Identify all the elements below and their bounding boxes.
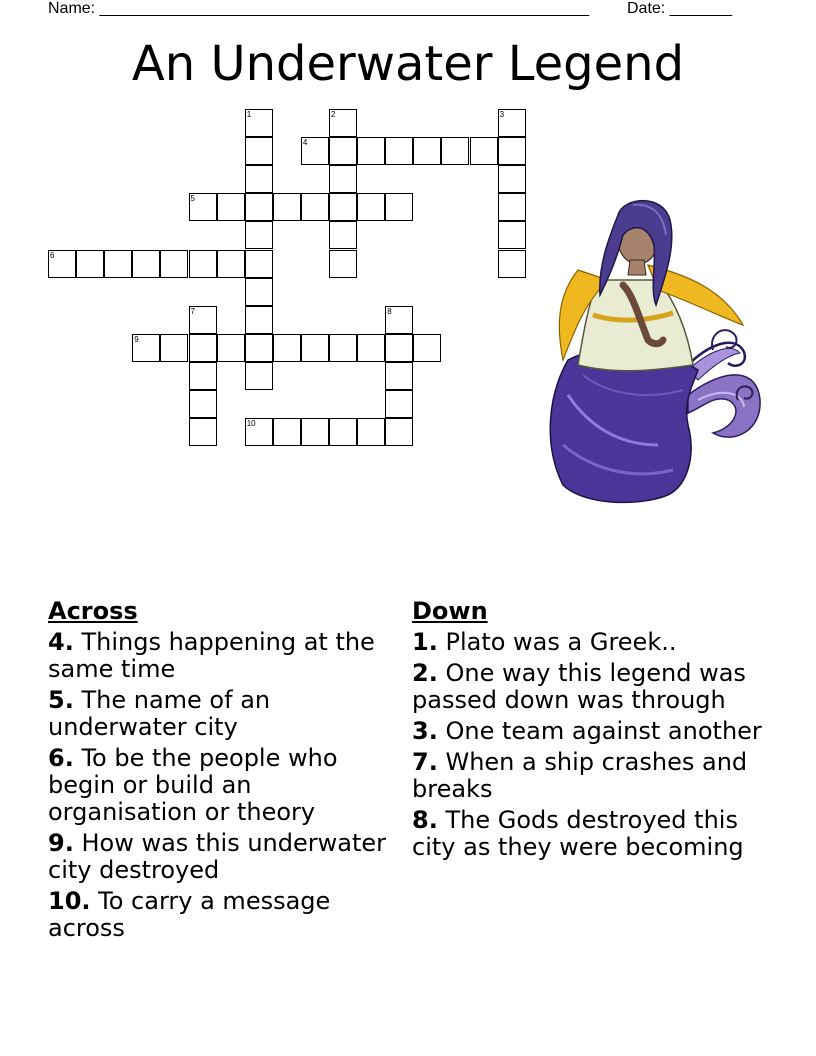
- clue-text: To be the people who begin or build an organisation or theory: [48, 744, 338, 826]
- crossword-cell[interactable]: [189, 250, 217, 278]
- clue-across-10: [48, 888, 398, 942]
- crossword-cell[interactable]: [245, 250, 273, 278]
- clue-text: How was this underwater city destroyed: [48, 829, 387, 884]
- clue-number: 4.: [48, 628, 74, 656]
- clue-number: 3.: [412, 717, 438, 745]
- crossword-cell[interactable]: [329, 165, 357, 193]
- crossword-cell[interactable]: [329, 334, 357, 362]
- down-heading: Down: [412, 597, 488, 625]
- crossword-cell[interactable]: [357, 193, 385, 221]
- crossword-cell[interactable]: [245, 306, 273, 334]
- crossword-cell[interactable]: [413, 334, 441, 362]
- clue-across-6: [48, 745, 398, 826]
- cell-number: 2: [331, 110, 336, 119]
- tail-fin: [688, 375, 760, 437]
- clue-down-7: [412, 749, 762, 803]
- crossword-cell[interactable]: [189, 306, 217, 334]
- crossword-cell[interactable]: [385, 306, 413, 334]
- crossword-cell[interactable]: [245, 278, 273, 306]
- cell-number: 7: [190, 306, 195, 316]
- clue-across-9: [48, 830, 398, 884]
- crossword-cell[interactable]: [498, 250, 526, 278]
- crossword-cell[interactable]: [413, 137, 441, 165]
- clue-down-2: [412, 660, 762, 714]
- crossword-cell[interactable]: [132, 250, 160, 278]
- crossword-cell[interactable]: [498, 109, 526, 137]
- crossword-cell[interactable]: [76, 250, 104, 278]
- cell-number: 10: [246, 419, 256, 429]
- clue-across-5: [48, 687, 398, 741]
- clue-number: 6.: [48, 744, 74, 772]
- crossword-cell[interactable]: [245, 334, 273, 362]
- clue-text: When a ship crashes and breaks: [412, 748, 748, 803]
- clue-down-3: [412, 718, 762, 745]
- clue-across-4: [48, 629, 398, 683]
- clue-number: 1.: [412, 628, 438, 656]
- crossword-cell[interactable]: [301, 137, 329, 165]
- crossword-cell[interactable]: [385, 193, 413, 221]
- clue-text: Plato was a Greek..: [445, 628, 677, 656]
- crossword-cell[interactable]: [245, 418, 273, 446]
- crossword-cell[interactable]: [357, 137, 385, 165]
- crossword-cell[interactable]: [301, 334, 329, 362]
- cell-number: 1: [246, 110, 252, 119]
- crossword-cell[interactable]: [441, 137, 469, 165]
- crossword-cell[interactable]: [189, 362, 217, 390]
- crossword-cell[interactable]: [301, 193, 329, 221]
- crossword-cell[interactable]: [245, 362, 273, 390]
- clue-number: 2.: [412, 659, 438, 687]
- crossword-cell[interactable]: [273, 334, 301, 362]
- name-field[interactable]: Name: _______________________________________________________: [48, 0, 589, 17]
- crossword-cell[interactable]: [217, 334, 245, 362]
- crossword-cell[interactable]: [357, 418, 385, 446]
- cell-number: 6: [50, 250, 55, 260]
- across-clues: [48, 598, 398, 946]
- crossword-cell[interactable]: [498, 193, 526, 221]
- date-field[interactable]: Date: _______: [627, 0, 732, 17]
- crossword-cell[interactable]: [470, 137, 498, 165]
- crossword-cell[interactable]: [160, 334, 188, 362]
- page-title: An Underwater Legend: [131, 36, 685, 92]
- crossword-cell[interactable]: [498, 137, 526, 165]
- across-heading: Across: [48, 597, 138, 625]
- crossword-cell[interactable]: [329, 109, 357, 137]
- crossword-cell[interactable]: [217, 193, 245, 221]
- crossword-cell[interactable]: [189, 334, 217, 362]
- crossword-cell[interactable]: [329, 418, 357, 446]
- crossword-cell[interactable]: [498, 165, 526, 193]
- clue-text: Things happening at the same time: [48, 628, 375, 683]
- crossword-cell[interactable]: [301, 418, 329, 446]
- crossword-cell[interactable]: [48, 250, 76, 278]
- crossword-cell[interactable]: [245, 221, 273, 249]
- crossword-cell[interactable]: [189, 418, 217, 446]
- crossword-cell[interactable]: [104, 250, 132, 278]
- clue-number: 5.: [48, 686, 74, 714]
- crossword-cell[interactable]: [245, 193, 273, 221]
- clue-down-1: [412, 629, 762, 656]
- crossword-cell[interactable]: [273, 193, 301, 221]
- mermaid-illustration: [538, 195, 768, 505]
- crossword-cell[interactable]: [385, 390, 413, 418]
- crossword-cell[interactable]: [357, 334, 385, 362]
- neck: [628, 260, 646, 275]
- crossword-cell[interactable]: [217, 250, 245, 278]
- clue-number: 10.: [48, 887, 91, 915]
- clue-text: One way this legend was passed down was through: [412, 659, 746, 714]
- crossword-cell[interactable]: [189, 390, 217, 418]
- crossword-cell[interactable]: [329, 193, 357, 221]
- crossword-cell[interactable]: [132, 334, 160, 362]
- cell-number: 9: [134, 334, 139, 344]
- crossword-cell[interactable]: [498, 221, 526, 249]
- crossword-cell[interactable]: [245, 165, 273, 193]
- clue-text: One team against another: [445, 717, 762, 745]
- crossword-cell[interactable]: [273, 418, 301, 446]
- crossword-cell[interactable]: [245, 137, 273, 165]
- crossword-cell[interactable]: [245, 109, 273, 137]
- clue-number: 8.: [412, 806, 438, 834]
- down-clues: [412, 598, 762, 865]
- cell-number: 8: [387, 306, 392, 316]
- crossword-cell[interactable]: [329, 221, 357, 249]
- crossword-cell[interactable]: [385, 418, 413, 446]
- crossword-cell[interactable]: [329, 137, 357, 165]
- clue-text: To carry a message across: [48, 887, 331, 942]
- crossword-cell[interactable]: [385, 137, 413, 165]
- clue-text: The name of an underwater city: [48, 686, 271, 741]
- cell-number: 4: [302, 138, 308, 148]
- cell-number: 5: [190, 194, 195, 204]
- clue-text: The Gods destroyed this city as they were becoming: [412, 806, 744, 861]
- crossword-cell[interactable]: [385, 362, 413, 390]
- crossword-cell[interactable]: [189, 193, 217, 221]
- crossword-cell[interactable]: [160, 250, 188, 278]
- cell-number: 3: [499, 110, 505, 119]
- crossword-cell[interactable]: [385, 334, 413, 362]
- clue-down-8: [412, 807, 762, 861]
- clue-number: 9.: [48, 829, 74, 857]
- shell-curl: [712, 330, 737, 350]
- clue-number: 7.: [412, 748, 438, 776]
- crossword-cell[interactable]: [329, 250, 357, 278]
